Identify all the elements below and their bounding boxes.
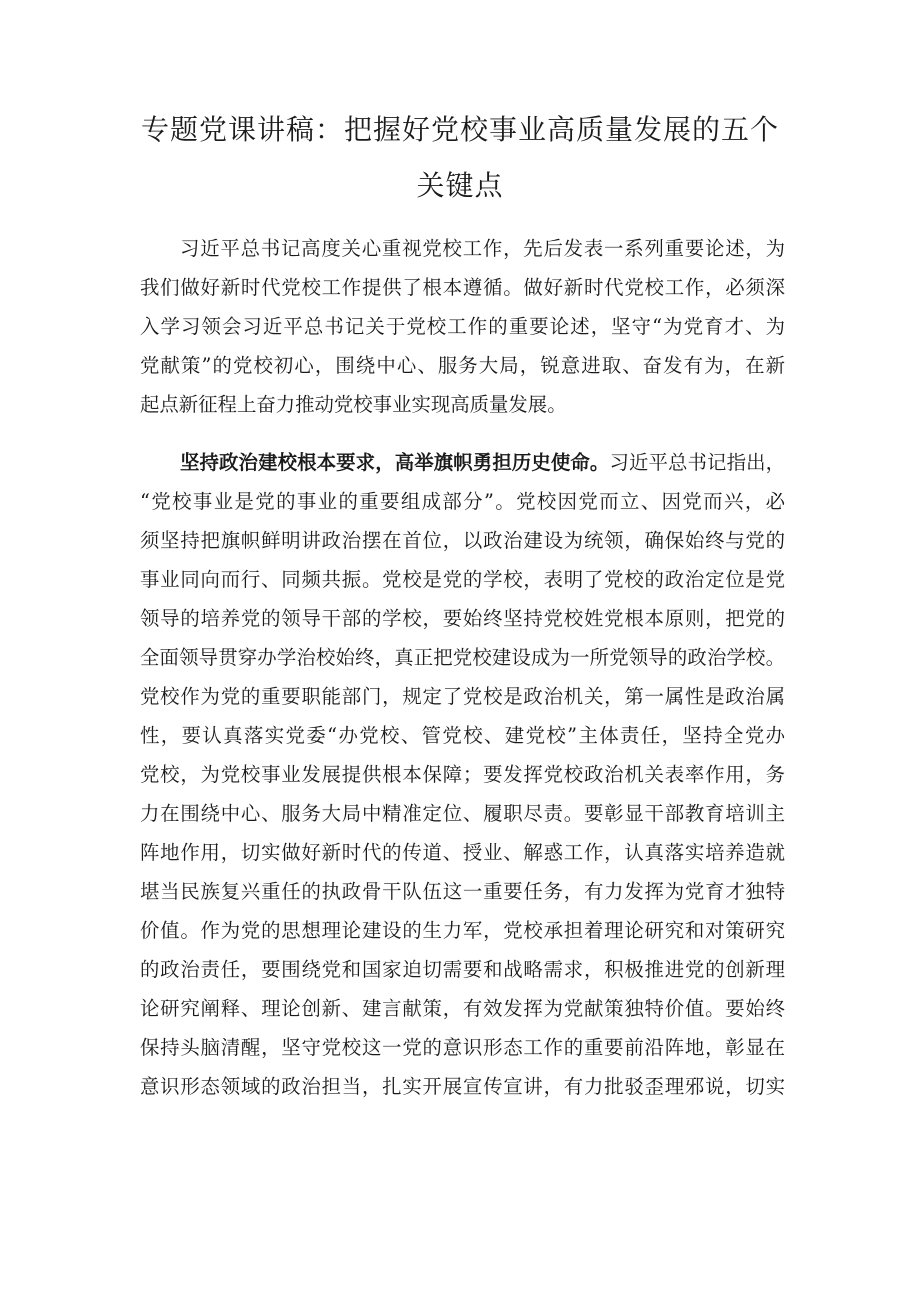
paragraph-2-line: 论研究阐释、理论创新、建言献策，有效发挥为党献策独特价值。要始终 <box>140 997 785 1020</box>
paragraph-1-line: 习近平总书记高度关心重视党校工作，先后发表一系列重要论述，为 <box>180 237 785 260</box>
paragraph-2-line: 力在围绕中心、服务大局中精准定位、履职尽责。要彰显干部教育培训主 <box>140 802 785 825</box>
paragraph-2-line: 党校作为党的重要职能部门，规定了党校是政治机关，第一属性是政治属 <box>140 685 785 708</box>
paragraph-1-line: 入学习领会习近平总书记关于党校工作的重要论述，坚守“为党育才、为 <box>140 315 785 338</box>
paragraph-1-line: 起点新征程上奋力推动党校事业实现高质量发展。 <box>140 393 567 416</box>
paragraph-1-line: 党献策”的党校初心，围绕中心、服务大局，锐意进取、奋发有为，在新 <box>140 354 785 377</box>
document-title-line-1: 专题党课讲稿：把握好党校事业高质量发展的五个 <box>140 113 779 146</box>
document-title-line-2: 关键点 <box>416 169 504 202</box>
paragraph-2-line: 须坚持把旗帜鲜明讲政治摆在首位，以政治建设为统领，确保始终与党的 <box>140 529 785 552</box>
paragraph-2-line: 性，要认真落实党委“办党校、管党校、建党校”主体责任，坚持全党办 <box>140 724 785 747</box>
paragraph-2-first-line-text: 习近平总书记指出， <box>609 451 785 474</box>
paragraph-2-first-line <box>180 450 785 476</box>
paragraph-2-line: 意识形态领域的政治担当，扎实开展宣传宣讲，有力批驳歪理邪说，切实 <box>140 1075 785 1098</box>
paragraph-2-line: 保持头脑清醒，坚守党校这一党的意识形态工作的重要前沿阵地，彰显在 <box>140 1036 785 1059</box>
paragraph-1-line: 我们做好新时代党校工作提供了根本遵循。做好新时代党校工作，必须深 <box>140 276 785 299</box>
section-heading: 坚持政治建校根本要求，高举旗帜勇担历史使命。 <box>180 451 610 474</box>
paragraph-2-line: 的政治责任，要围绕党和国家迫切需要和战略需求，积极推进党的创新理 <box>140 958 785 981</box>
paragraph-2-line: 领导的培养党的领导干部的学校，要始终坚持党校姓党根本原则，把党的 <box>140 607 785 630</box>
paragraph-2-line: “党校事业是党的事业的重要组成部分”。党校因党而立、因党而兴，必 <box>140 490 785 513</box>
paragraph-2-line: 全面领导贯穿办学治校始终，真正把党校建设成为一所党领导的政治学校。 <box>140 646 785 669</box>
paragraph-2-line: 堪当民族复兴重任的执政骨干队伍这一重要任务，有力发挥为党育才独特 <box>140 880 785 903</box>
paragraph-2-line: 事业同向而行、同频共振。党校是党的学校，表明了党校的政治定位是党 <box>140 568 785 591</box>
paragraph-2-line: 党校，为党校事业发展提供根本保障；要发挥党校政治机关表率作用，务 <box>140 763 785 786</box>
paragraph-2-line: 价值。作为党的思想理论建设的生力军，党校承担着理论研究和对策研究 <box>140 919 785 942</box>
paragraph-2-line: 阵地作用，切实做好新时代的传道、授业、解惑工作，认真落实培养造就 <box>140 841 785 864</box>
